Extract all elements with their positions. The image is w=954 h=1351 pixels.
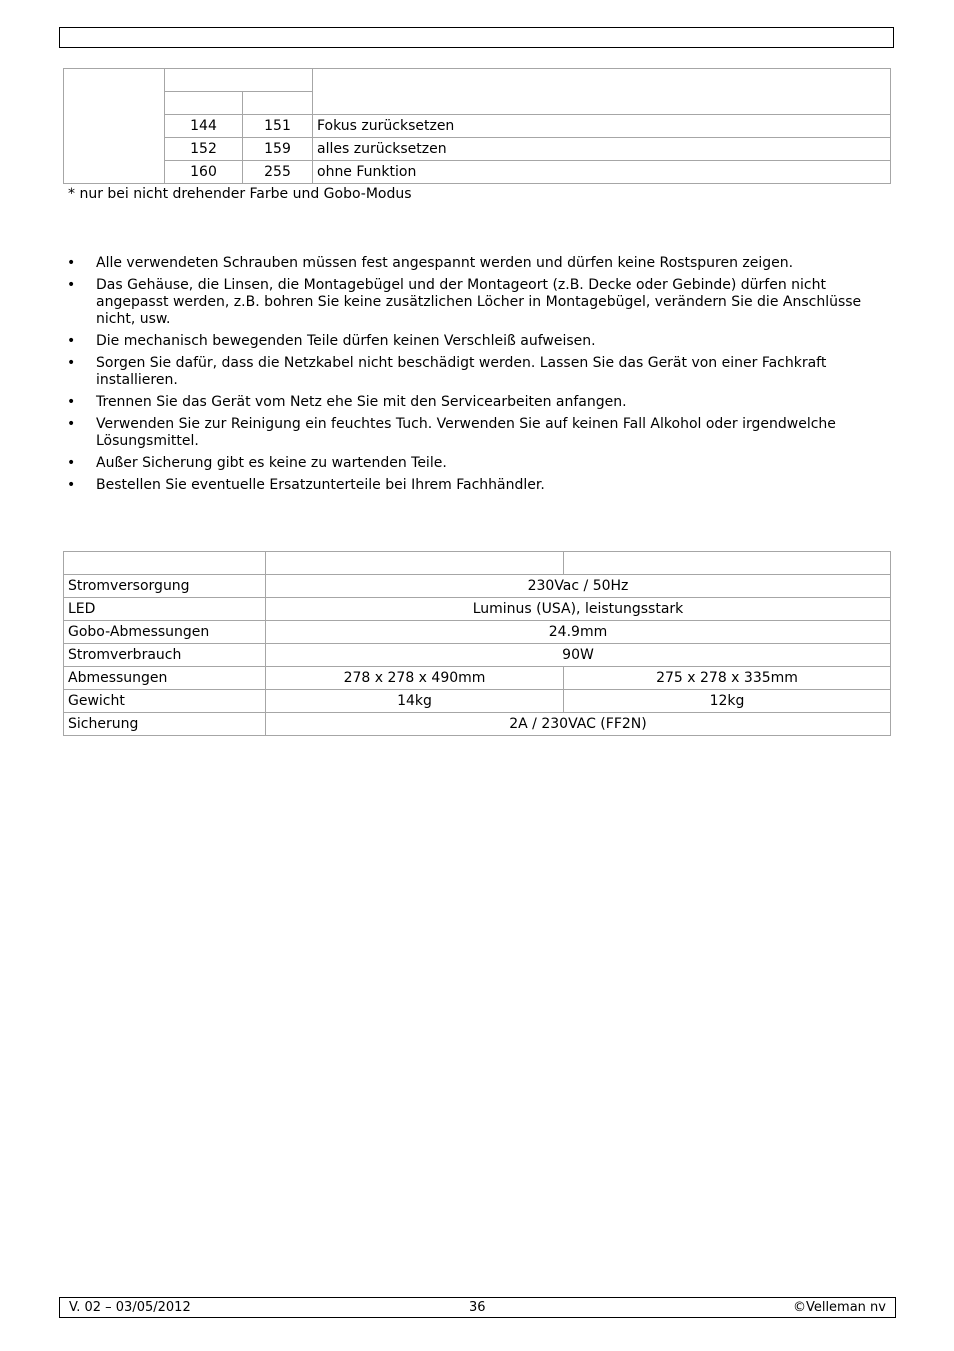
spec-table [63,551,891,736]
list-item-text: Außer Sicherung gibt es keine zu wartenden Teile. [96,455,447,471]
list-item [63,333,863,350]
dmx-to: 151 [243,115,313,138]
spec-value: 230Vac / 50Hz [266,575,891,598]
table-row [64,667,891,690]
spec-value: 90W [266,644,891,667]
list-item [63,277,863,328]
footer-version: V. 02 – 03/05/2012 [69,1300,191,1315]
bullet: • [67,477,76,493]
bullet: • [67,416,76,432]
dmx-from: 160 [165,161,243,184]
spec-value: 14kg [266,690,564,713]
dmx-function: Fokus zurücksetzen [313,115,891,138]
table-row [64,690,891,713]
spec-header-cell [266,552,564,575]
spec-value: 12kg [564,690,891,713]
table-row [64,138,891,161]
bullet: • [67,355,76,371]
spec-value: 2A / 230VAC (FF2N) [266,713,891,736]
dmx-footnote: * nur bei nicht drehender Farbe und Gobo-Modus [68,186,412,202]
spec-label: Stromverbrauch [64,644,266,667]
page-header-box [59,27,894,48]
page-footer [59,1297,896,1318]
table-row [64,713,891,736]
dmx-channel-table [63,68,891,184]
dmx-from-header [165,92,243,115]
dmx-function-header [313,69,891,115]
spec-label: Gewicht [64,690,266,713]
spec-value: 275 x 278 x 335mm [564,667,891,690]
list-item [63,455,863,472]
spec-label: Gobo-Abmessungen [64,621,266,644]
table-row [64,161,891,184]
spec-value: Luminus (USA), leistungsstark [266,598,891,621]
bullet: • [67,455,76,471]
dmx-channel-cell [64,69,165,184]
maintenance-list [63,255,863,499]
table-row [64,575,891,598]
list-item-text: Verwenden Sie zur Reinigung ein feuchtes Tuch. Verwenden Sie auf keinen Fall Alkohol oder irgendwelche Lösungsmittel. [96,416,836,449]
dmx-to: 159 [243,138,313,161]
bullet: • [67,255,76,271]
list-item-text: Das Gehäuse, die Linsen, die Montagebügel und der Montageort (z.B. Decke oder Gebinde) dürfen nicht angepasst werden, z.B. bohren Sie keine zusätzlichen Löcher in Montagebügel, verändern Sie die Anschlüsse nicht, usw. [96,277,862,327]
dmx-to-header [243,92,313,115]
bullet: • [67,333,76,349]
footer-copyright: ©Velleman nv [792,1300,886,1315]
spec-label: Abmessungen [64,667,266,690]
bullet: • [67,277,76,293]
dmx-from: 152 [165,138,243,161]
spec-value: 278 x 278 x 490mm [266,667,564,690]
dmx-function: ohne Funktion [313,161,891,184]
list-item-text: Alle verwendeten Schrauben müssen fest angespannt werden und dürfen keine Rostspuren zeigen. [96,255,794,271]
table-row [64,644,891,667]
table-row [64,115,891,138]
dmx-function: alles zurücksetzen [313,138,891,161]
spec-header-cell [564,552,891,575]
dmx-from: 144 [165,115,243,138]
spec-header-cell [64,552,266,575]
footer-page-number: 36 [469,1300,486,1315]
list-item-text: Die mechanisch bewegenden Teile dürfen keinen Verschleiß aufweisen. [96,333,596,349]
list-item-text: Bestellen Sie eventuelle Ersatzunterteile bei Ihrem Fachhändler. [96,477,545,493]
spec-label: Sicherung [64,713,266,736]
dmx-range-header [165,69,313,92]
dmx-to: 255 [243,161,313,184]
spec-label: Stromversorgung [64,575,266,598]
list-item [63,394,863,411]
list-item [63,355,863,389]
list-item-text: Trennen Sie das Gerät vom Netz ehe Sie mit den Servicearbeiten anfangen. [96,394,627,410]
list-item-text: Sorgen Sie dafür, dass die Netzkabel nicht beschädigt werden. Lassen Sie das Gerät von einer Fachkraft installieren. [96,355,827,388]
list-item [63,477,863,494]
spec-value: 24.9mm [266,621,891,644]
bullet: • [67,394,76,410]
spec-header-row [64,552,891,575]
list-item [63,255,863,272]
list-item [63,416,863,450]
table-row [64,598,891,621]
spec-label: LED [64,598,266,621]
table-row [64,621,891,644]
